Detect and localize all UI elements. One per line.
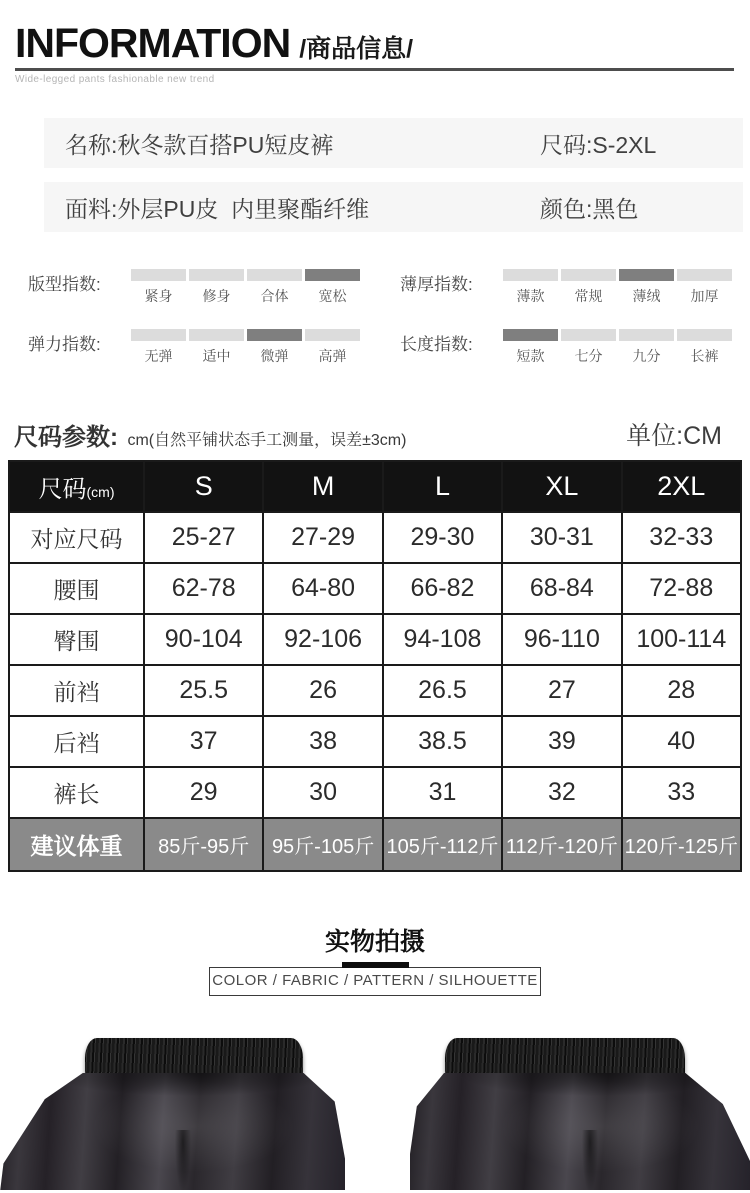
index-label: 版型指数: [28,275,101,294]
shorts-waistband [445,1038,685,1079]
title-divider [15,68,734,71]
index-bars [503,269,732,281]
size-cell: 96-110 [502,614,621,665]
size-cell: 27 [502,665,621,716]
photo-caption: COLOR / FABRIC / PATTERN / SILHOUETTE [212,972,538,989]
index-option-label: 常规 [574,288,603,304]
index-option-label: 宽松 [318,288,347,304]
index-bar [305,269,360,281]
table-row [9,563,741,614]
index-option-label: 合体 [260,288,289,304]
index-group-stretch [28,329,360,366]
size-unit-label: 单位:CM [626,422,722,450]
title-row [15,20,734,67]
index-bar [131,269,186,281]
index-option-label: 薄款 [516,288,545,304]
row-label: 腰围 [9,563,144,614]
product-color: 颜色:黑色 [540,195,639,222]
index-option-label: 微弹 [260,348,289,364]
size-col-header: 2XL [622,461,741,512]
size-cell: 37 [144,716,263,767]
index-group-length [400,329,732,366]
index-group-thickness [400,269,732,306]
photo-section-heading [0,922,750,996]
size-col-header: L [383,461,502,512]
size-col-header: XL [502,461,621,512]
index-group-fit [28,269,360,306]
size-cell: 105斤-112斤 [383,818,502,871]
product-name: 名称:秋冬款百搭PU短皮裤 [65,131,334,158]
index-bar [677,269,732,281]
size-cell: 72-88 [622,563,741,614]
index-option-label: 加厚 [690,288,719,304]
row-label: 臀围 [9,614,144,665]
size-cell: 40 [622,716,741,767]
index-column-left [28,269,360,366]
size-cell: 29-30 [383,512,502,563]
size-cell: 31 [383,767,502,818]
subtitle: Wide-legged pants fashionable new trend [15,74,215,85]
product-photos [0,1007,750,1190]
index-bar [131,329,186,341]
title-underline-bar [342,962,409,968]
product-photo-left [0,1007,345,1190]
size-cell: 92-106 [263,614,382,665]
index-option-label: 紧身 [144,288,173,304]
size-cell: 112斤-120斤 [502,818,621,871]
size-cell: 100-114 [622,614,741,665]
table-row [9,818,741,871]
index-option-label: 高弹 [318,348,347,364]
index-option-label: 九分 [632,348,661,364]
size-cell: 29 [144,767,263,818]
page-title: INFORMATION [15,20,291,66]
table-row [9,512,741,563]
index-option-label: 七分 [574,348,603,364]
index-bars [503,329,732,341]
row-label: 后裆 [9,716,144,767]
size-cell: 64-80 [263,563,382,614]
size-cell: 33 [622,767,741,818]
product-basic-info [44,118,743,232]
index-bar [189,269,244,281]
size-cell: 38.5 [383,716,502,767]
index-options [503,341,732,366]
index-bar [561,329,616,341]
size-params-note: cm(自然平铺状态手工测量，误差±3cm) [127,432,407,449]
table-row [9,716,741,767]
header [0,0,750,85]
size-cell: 68-84 [502,563,621,614]
size-cell: 32 [502,767,621,818]
size-col-header: M [263,461,382,512]
table-row [9,665,741,716]
index-bar [503,269,558,281]
index-options [503,281,732,306]
index-option-label: 适中 [202,348,231,364]
size-cell: 85斤-95斤 [144,818,263,871]
shorts-body [0,1073,345,1190]
index-options [131,281,360,306]
product-size-range: 尺码:S-2XL [540,131,657,158]
size-cell: 27-29 [263,512,382,563]
row-label: 前裆 [9,665,144,716]
index-option-label: 修身 [202,288,231,304]
page-title-suffix: /商品信息/ [299,35,414,63]
index-option-label: 短款 [516,348,545,364]
index-option-label: 薄绒 [632,288,661,304]
table-row [9,767,741,818]
index-label: 弹力指数: [28,335,101,354]
size-cell: 30 [263,767,382,818]
index-bar [247,329,302,341]
index-bar [677,329,732,341]
index-bar [619,329,674,341]
index-bar [561,269,616,281]
row-label: 裤长 [9,767,144,818]
index-options [131,341,360,366]
size-cell: 95斤-105斤 [263,818,382,871]
size-col-header: S [144,461,263,512]
size-cell: 90-104 [144,614,263,665]
row-label: 建议体重 [9,818,144,871]
shorts-waistband [85,1038,303,1079]
size-cell: 26 [263,665,382,716]
index-bar [305,329,360,341]
size-cell: 30-31 [502,512,621,563]
size-cell: 26.5 [383,665,502,716]
info-row [44,118,743,168]
size-params-title: 尺码参数: [14,424,118,451]
index-column-right [400,269,732,366]
table-row [9,614,741,665]
size-params-title-wrap [14,417,406,452]
size-cell: 32-33 [622,512,741,563]
index-section [28,269,750,366]
photo-caption-box [209,967,541,996]
size-cell: 25.5 [144,665,263,716]
row-label: 对应尺码 [9,512,144,563]
size-cell: 66-82 [383,563,502,614]
index-bars [131,329,360,341]
size-cell: 39 [502,716,621,767]
index-bar [619,269,674,281]
index-bars [131,269,360,281]
index-bar [247,269,302,281]
size-cell: 28 [622,665,741,716]
index-option-label: 无弹 [144,348,173,364]
product-photo-right [410,1007,750,1190]
size-section-heading [14,416,722,452]
size-cell: 120斤-125斤 [622,818,741,871]
shorts-body [410,1073,750,1190]
photo-section-title: 实物拍摄 [324,928,425,956]
info-row [44,182,743,232]
index-bar [189,329,244,341]
size-table-corner: 尺码(cm) [9,461,144,512]
size-cell: 38 [263,716,382,767]
size-cell: 25-27 [144,512,263,563]
product-fabric: 面料:外层PU皮 内里聚酯纤维 [65,195,370,222]
index-bar [503,329,558,341]
index-label: 长度指数: [400,335,473,354]
size-cell: 62-78 [144,563,263,614]
size-table-header-row [9,461,741,512]
index-option-label: 长裤 [690,348,719,364]
size-cell: 94-108 [383,614,502,665]
index-label: 薄厚指数: [400,275,473,294]
size-table [8,460,742,872]
